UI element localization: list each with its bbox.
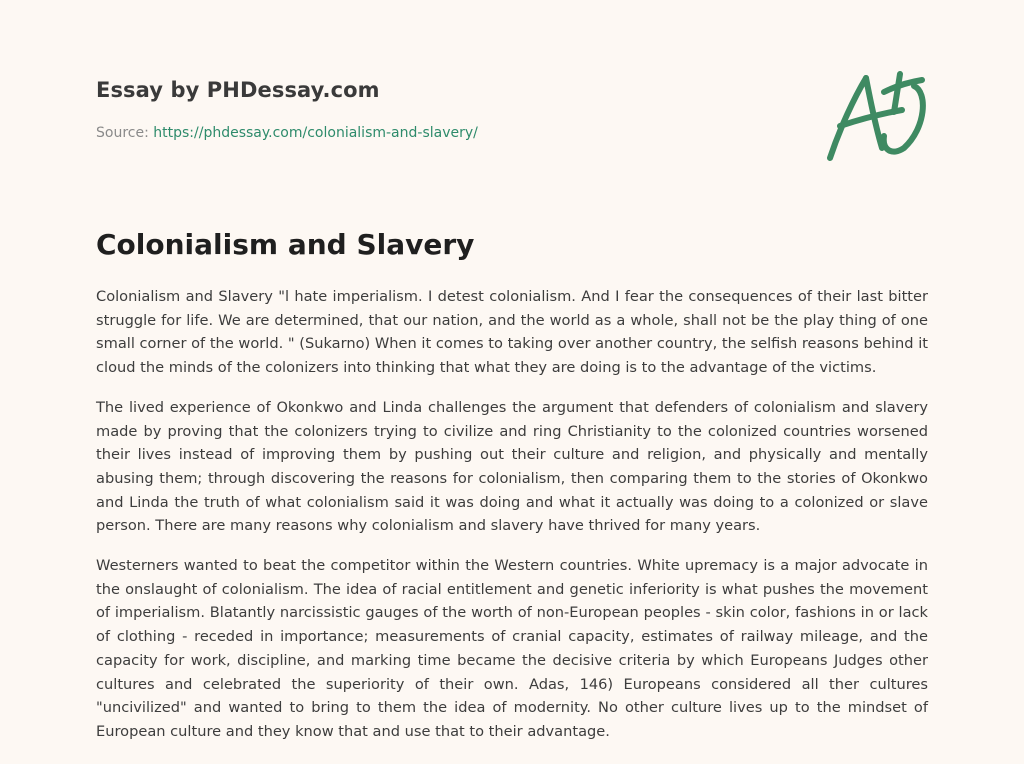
source-label: Source:: [96, 125, 149, 141]
essay-body: [96, 285, 928, 760]
essay-paragraph: The lived experience of Okonkwo and Linda challenges the argument that defenders of colonialism and slavery made by proving that the colonizers trying to civilize and ring Christianity to the colonized countries worsened their lives instead of improving them by pushing out their culture and religion, and physically and mentally abusing them; through discovering the reasons for colonialism, then comparing them to the stories of Okonkwo and Linda the truth of what colonialism said it was doing and what it actually was doing to a colonized or slave person. There are many reasons why colonialism and slavery have thrived for many years.: [96, 398, 928, 535]
site-header: [96, 76, 696, 142]
source-link[interactable]: https://phdessay.com/colonialism-and-slavery/: [153, 125, 478, 141]
essay-paragraph: Westerners wanted to beat the competitor within the Western countries. White upremacy is a major advocate in the onslaught of colonialism. The idea of racial entitlement and genetic inferiority is what pushes the movement of imperialism. Blatantly narcissistic gauges of the worth of non-European peoples - skin color, fashions in or lack of clothing - receded in importance; measurements of cranial capacity, estimates of railway mileage, and the capacity for work, discipline, and marking time became the decisive criteria by which Europeans Judges other cultures and celebrated the superiority of their own. Adas, 146) Europeans considered all ther cultures "uncivilized" and wanted to bring to them the idea of modernity. No other culture lives up to the mindset of European culture and they know that and use that to their advantage.: [96, 557, 928, 740]
a-plus-grade-icon: [818, 66, 936, 166]
essay-paragraph: Colonialism and Slavery "l hate imperialism. I detest colonialism. And I fear the consequences of their last bitter struggle for life. We are determined, that our nation, and the world as a whole, shall not be the play thing of one small corner of the world. " (Sukarno) When it comes to taking over another country, the selfish reasons behind it cloud the minds of the colonizers into thinking that what they are doing is to the advantage of the victims.: [96, 288, 928, 377]
site-title: Essay by PHDessay.com: [96, 78, 380, 102]
essay-title: Colonialism and Slavery: [96, 228, 475, 261]
source-line: [96, 124, 696, 142]
